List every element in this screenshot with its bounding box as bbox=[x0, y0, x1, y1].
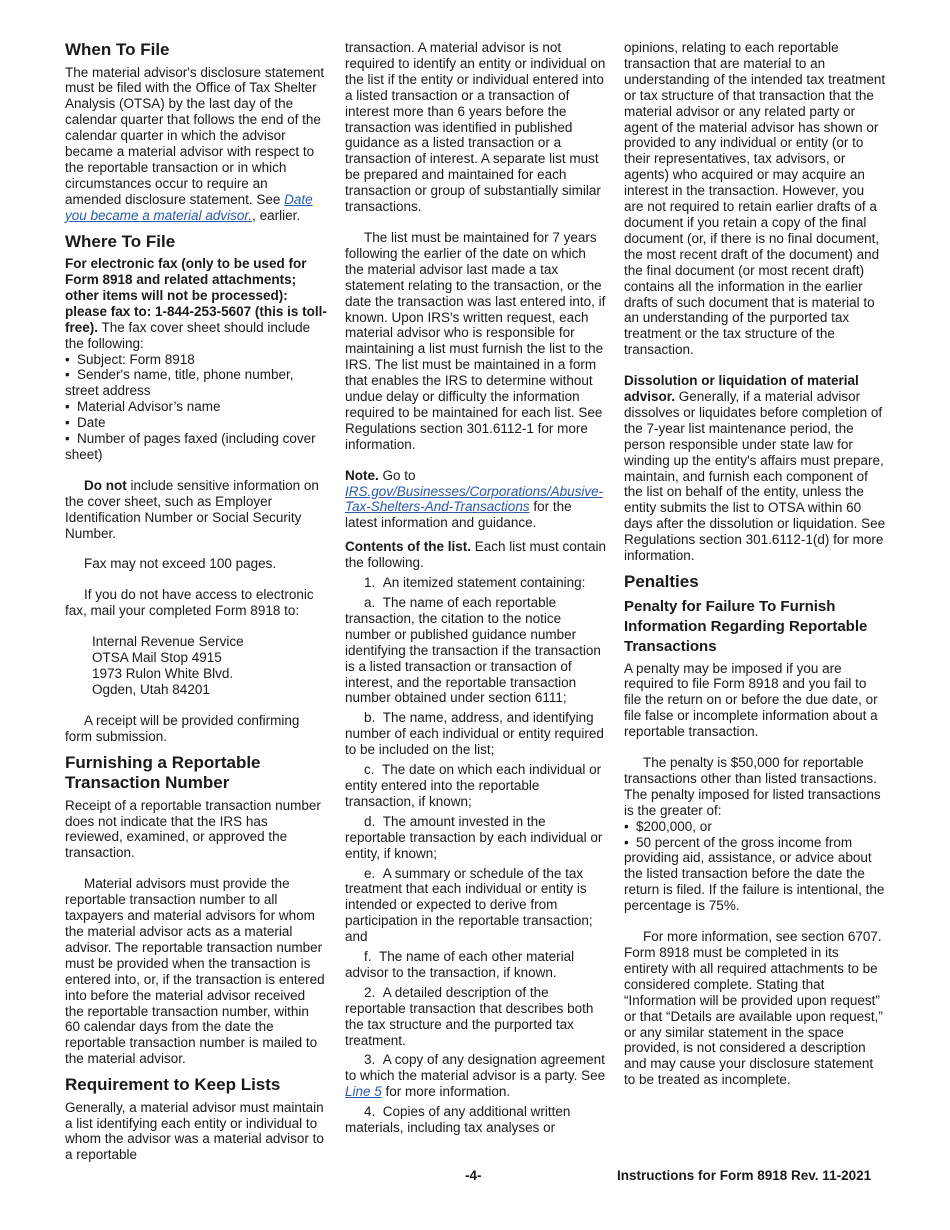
line-5-link[interactable]: Line 5 bbox=[345, 1084, 382, 1100]
date-material-advisor-link[interactable]: Date you became a material advisor. bbox=[65, 191, 313, 223]
do-not-paragraph: Do not include sensitive information on the cover sheet, such as Employer Identification Number or Social Security Number. bbox=[65, 477, 319, 541]
list-item-4: 4. Copies of any additional written materials, including tax analyses or bbox=[345, 1104, 571, 1136]
bullet-item: • Sender's name, title, phone number, street address bbox=[65, 367, 294, 399]
penalty-paragraph-1: A penalty may be imposed if you are required to file Form 8918 and you fail to file the return on or before the due date, or file false or incomplete information about a reportable transaction. bbox=[624, 660, 878, 740]
bullet-item: • Material Advisor’s name bbox=[65, 399, 221, 415]
list-item-c: c. The date on which each individual or entity entered into the reportable transaction, if known; bbox=[345, 762, 602, 809]
furnishing-paragraph-1: Receipt of a reportable transaction number does not indicate that the IRS has reviewed, examined, or approved the transaction. bbox=[65, 797, 321, 861]
where-to-file-heading: Where To File bbox=[65, 231, 176, 251]
contents-paragraph: Contents of the list. Each list must contain the following. bbox=[345, 539, 607, 571]
bullet-item: • Number of pages faxed (including cover sheet) bbox=[65, 431, 316, 462]
fax-cover-bullets bbox=[65, 352, 327, 463]
penalties-heading: Penalties bbox=[624, 572, 699, 591]
when-to-file-paragraph: The material advisor's disclosure statement must be filed with the Office of Tax Shelter Analysis (OTSA) by the last day of the calendar quarter that follows the end of the calendar quarter in which the advisor became a material advisor with respect to the reportable transaction or in which circumstances occur to require an amended disclosure statement. See Date you became a material advisor., earlier. bbox=[65, 64, 325, 223]
when-to-file-heading: When To File bbox=[65, 40, 170, 59]
receipt-text: A receipt will be provided confirming form submission. bbox=[65, 712, 300, 744]
form-footer-title: Instructions for Form 8918 Rev. 11-2021 bbox=[617, 1168, 872, 1183]
fax-limit-text: Fax may not exceed 100 pages. bbox=[84, 556, 277, 572]
keep-lists-heading: Requirement to Keep Lists bbox=[65, 1075, 281, 1095]
list-item-f: f. The name of each other material advisor to the transaction, if known. bbox=[345, 949, 575, 980]
column-2 bbox=[345, 40, 607, 1136]
list-item-d: d. The amount invested in the reportable transaction by each individual or entity, if known; bbox=[345, 813, 603, 861]
column-3 bbox=[624, 40, 886, 1088]
list-item-b: b. The name, address, and identifying number of each individual or entity required to be included on the list; bbox=[345, 710, 604, 758]
furnishing-paragraph-2: Material advisors must provide the reportable transaction number to all taxpayers and material advisors for whom the material advisor acts as a material advisor. The reportable transaction number must be provided when the transaction is entered into, or, if the transaction is entered into before the material advisor received the reportable transaction number, within 60 calendar days from the date the reportable transaction number is mailed to the material advisor. bbox=[65, 876, 325, 1067]
mail-intro-text: If you do not have access to electronic fax, mail your completed Form 8918 to: bbox=[65, 587, 314, 619]
list-item-1: 1. An itemized statement containing: bbox=[364, 575, 586, 591]
mailing-address: Internal Revenue Service OTSA Mail Stop 4915 1973 Rulon White Blvd. Ogden, Utah 84201 bbox=[92, 634, 244, 697]
list-item-a: a. The name of each reportable transaction, the citation to the notice number or published guidance number identifying the transaction if the transaction is a listed transaction or transaction of interest, and the reportable transaction number obtained under section 6111; bbox=[345, 595, 601, 706]
page-number: -4- bbox=[465, 1168, 482, 1183]
furnishing-heading: Furnishing a Reportable Transaction Number bbox=[65, 752, 261, 793]
column-1 bbox=[65, 40, 327, 1163]
penalty-paragraph-2: The penalty is $50,000 for reportable transactions other than listed transactions. The penalty imposed for listed transactions is the greater of: bbox=[624, 755, 881, 818]
bullet-item: • $200,000, or bbox=[624, 818, 712, 834]
list-continuation-paragraph: transaction. A material advisor is not required to identify an entity or individual on the list if the entity or individual entered into a listed transaction or a transaction of interest more than 6 years before the transaction was identified in published guidance as a listed transaction or a transaction of interest. A separate list must be prepared and maintained for each transaction or group of substantially similar transactions. bbox=[345, 40, 606, 215]
bullet-item: • 50 percent of the gross income from providing aid, assistance, or advice about the listed transaction before the date the return is filed. If the failure is intentional, the percentage is 75%. bbox=[624, 834, 885, 914]
bullet-item: • Subject: Form 8918 bbox=[65, 351, 195, 367]
keep-lists-paragraph: Generally, a material advisor must maintain a list identifying each entity or individual to whom the advisor was a material advisor to a reportable bbox=[65, 1099, 324, 1163]
dissolution-paragraph: Dissolution or liquidation of material advisor. Generally, if a material advisor dissolves or liquidates before completion of the 7-year list maintenance period, the person responsible under state law for winding up the entity's affairs must prepare, maintain, and furnish each component of the list on behalf of the entity, unless the entity submits the list to OTSA within 60 days after the dissolution or liquidation. See Regulations section 301.6112-1(d) for more information. bbox=[624, 373, 886, 564]
abusive-tax-shelters-link[interactable]: IRS.gov/Businesses/Corporations/Abusive-Tax-Shelters-And-Transactions bbox=[345, 483, 604, 515]
list-maintenance-paragraph: The list must be maintained for 7 years following the earlier of the date on which the material advisor last made a tax statement relating to the transaction, or the date the transaction was last entered into, if known. Upon IRS's written request, each material advisor who is responsible for maintaining a list must furnish the list to the IRS. The list must be maintained in a form that enables the IRS to determine without undue delay or difficulty the information required to be maintained for each list. See Regulations section 301.6112-1 for more information. bbox=[345, 229, 606, 452]
opinions-continuation-paragraph: opinions, relating to each reportable transaction that are material to an understanding of the intended tax treatment or tax structure of that transaction that the material advisor or any related party or agent of the material advisor has shown or provided to any individual or entity (or to their representatives, tax advisors, or agents) who acquired or may acquire an interest in the transaction. However, you are not required to retain earlier drafts of a document if you retain a copy of the final document (or, if there is no final document, the most recent draft of the document) and the final document (or most recent draft) contains all the information in the earlier drafts of such document that is material to an understanding of the purported tax treatment or the tax structure of the transaction. bbox=[624, 40, 886, 358]
penalty-paragraph-3: For more information, see section 6707. Form 8918 must be completed in its entirety with all required attachments to be considered complete. Stating that “Information will be provided upon request” or that “Details are available upon request,” or any similar statement in the space provided, is not considered a description and may cause your disclosure statement to be treated as incomplete. bbox=[624, 929, 883, 1088]
list-item-e: e. A summary or schedule of the tax treatment that each individual or entity is intended or expected to derive from participation in the reportable transaction; and bbox=[345, 865, 593, 945]
fax-instructions: For electronic fax (only to be used for Form 8918 and related attachments; other items will not be processed): please fax to: 1-844-253-5607 (this is toll-free). The fax cover sheet should include the following: bbox=[65, 256, 327, 351]
penalty-subheading: Penalty for Failure To Furnish Information Regarding Reportable Transactions bbox=[624, 597, 868, 655]
penalty-bullets bbox=[624, 819, 886, 914]
list-item-2: 2. A detailed description of the reportable transaction that describes both the tax structure and the purported tax treatment. bbox=[345, 984, 594, 1048]
note-paragraph: Note. Go to IRS.gov/Businesses/Corporations/Abusive-Tax-Shelters-And-Transactions for the latest information and guidance. bbox=[345, 467, 604, 531]
list-item-3: 3. A copy of any designation agreement to which the material advisor is a party. See Line 5 for more information. bbox=[345, 1052, 606, 1100]
bullet-item: • Date bbox=[65, 415, 106, 431]
